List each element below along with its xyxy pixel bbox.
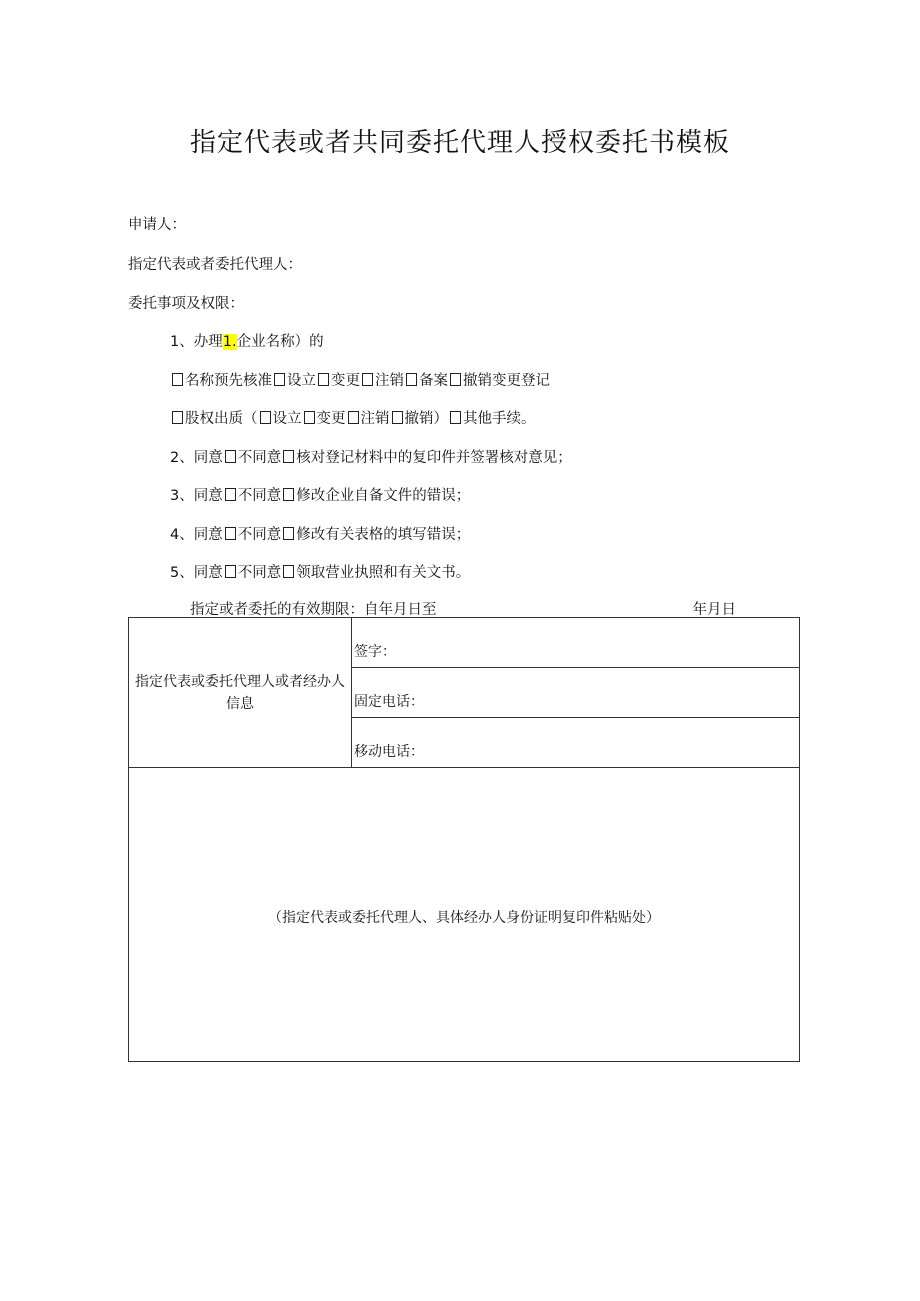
item-1 — [170, 330, 324, 351]
item-1-suffix: 企业名称）的 — [236, 334, 324, 350]
checkbox[interactable] — [392, 411, 403, 424]
option-label: 其他手续。 — [463, 411, 536, 427]
item-1-prefix: 1、办理 — [170, 334, 223, 350]
checkbox[interactable] — [348, 411, 359, 424]
option-label: 变更 — [316, 411, 346, 427]
option-label: 设立 — [272, 411, 302, 427]
disagree-label: 不同意 — [237, 488, 282, 504]
agent-info-table — [128, 617, 800, 1062]
applicant-label: 申请人： — [128, 217, 186, 233]
item-5 — [170, 561, 470, 582]
paste-area-text: （指定代表或委托代理人、具体经办人身份证明复印件粘贴处） — [268, 909, 660, 926]
checkbox[interactable] — [260, 411, 271, 424]
checkbox[interactable] — [406, 373, 417, 386]
disagree-label: 不同意 — [237, 450, 282, 466]
item-4 — [170, 523, 470, 544]
checkbox[interactable] — [450, 411, 461, 424]
mobile-field[interactable] — [352, 718, 800, 768]
signature-field[interactable] — [352, 618, 800, 668]
checkbox[interactable] — [362, 373, 373, 386]
disagree-label: 不同意 — [237, 527, 282, 543]
item-1-options-line-2 — [170, 407, 536, 428]
agent-label: 指定代表或者委托代理人： — [128, 257, 302, 273]
id-copy-paste-area — [129, 768, 800, 1062]
option-label: 变更 — [331, 373, 360, 389]
checkbox[interactable] — [450, 373, 461, 386]
agree-label: 4、同意 — [170, 527, 223, 543]
option-label: 名称预先核准 — [185, 373, 272, 389]
item-1-options-line-1 — [170, 369, 550, 390]
validity-end: 年月日 — [692, 602, 736, 618]
document-title: 指定代表或者共同委托代理人授权委托书模板 — [189, 128, 730, 158]
option-label: 股权出质（ — [185, 411, 258, 427]
disagree-checkbox[interactable] — [283, 488, 294, 501]
item-3 — [170, 484, 470, 505]
option-label: 撤销 — [404, 411, 434, 427]
agree-checkbox[interactable] — [225, 527, 236, 540]
validity-label: 指定或者委托的有效期限：自年月日至 — [190, 602, 437, 618]
agree-label: 5、同意 — [170, 565, 223, 581]
disagree-checkbox[interactable] — [283, 450, 294, 463]
checkbox[interactable] — [274, 373, 285, 386]
option-label: 注销 — [375, 373, 404, 389]
validity-line — [190, 598, 740, 619]
item-text: 修改有关表格的填写错误； — [296, 527, 471, 543]
checkbox[interactable] — [318, 373, 329, 386]
option-label: ） — [433, 411, 448, 427]
item-text: 核对登记材料中的复印件并签署核对意见； — [296, 450, 572, 466]
agree-label: 2、同意 — [170, 450, 223, 466]
checkbox[interactable] — [172, 411, 183, 424]
signature-label: 签字： — [354, 644, 396, 660]
item-text: 领取营业执照和有关文书。 — [296, 565, 471, 581]
checkbox[interactable] — [304, 411, 315, 424]
agree-checkbox[interactable] — [225, 565, 236, 578]
option-label: 备案 — [419, 373, 448, 389]
landline-label: 固定电话： — [354, 694, 424, 710]
option-label: 注销 — [360, 411, 390, 427]
matters-label: 委托事项及权限： — [128, 296, 244, 312]
disagree-checkbox[interactable] — [283, 527, 294, 540]
mobile-label: 移动电话： — [354, 744, 424, 760]
item-1-highlight: 1. — [222, 334, 237, 350]
option-label: 设立 — [287, 373, 316, 389]
agree-checkbox[interactable] — [225, 488, 236, 501]
item-2 — [170, 446, 572, 467]
landline-field[interactable] — [352, 668, 800, 718]
item-text: 修改企业自备文件的错误； — [296, 488, 471, 504]
agree-label: 3、同意 — [170, 488, 223, 504]
agent-info-label: 指定代表或委托代理人或者经办人信息 — [129, 618, 352, 768]
disagree-checkbox[interactable] — [283, 565, 294, 578]
option-label: 撤销变更登记 — [463, 373, 550, 389]
checkbox[interactable] — [172, 373, 183, 386]
agree-checkbox[interactable] — [225, 450, 236, 463]
disagree-label: 不同意 — [237, 565, 282, 581]
